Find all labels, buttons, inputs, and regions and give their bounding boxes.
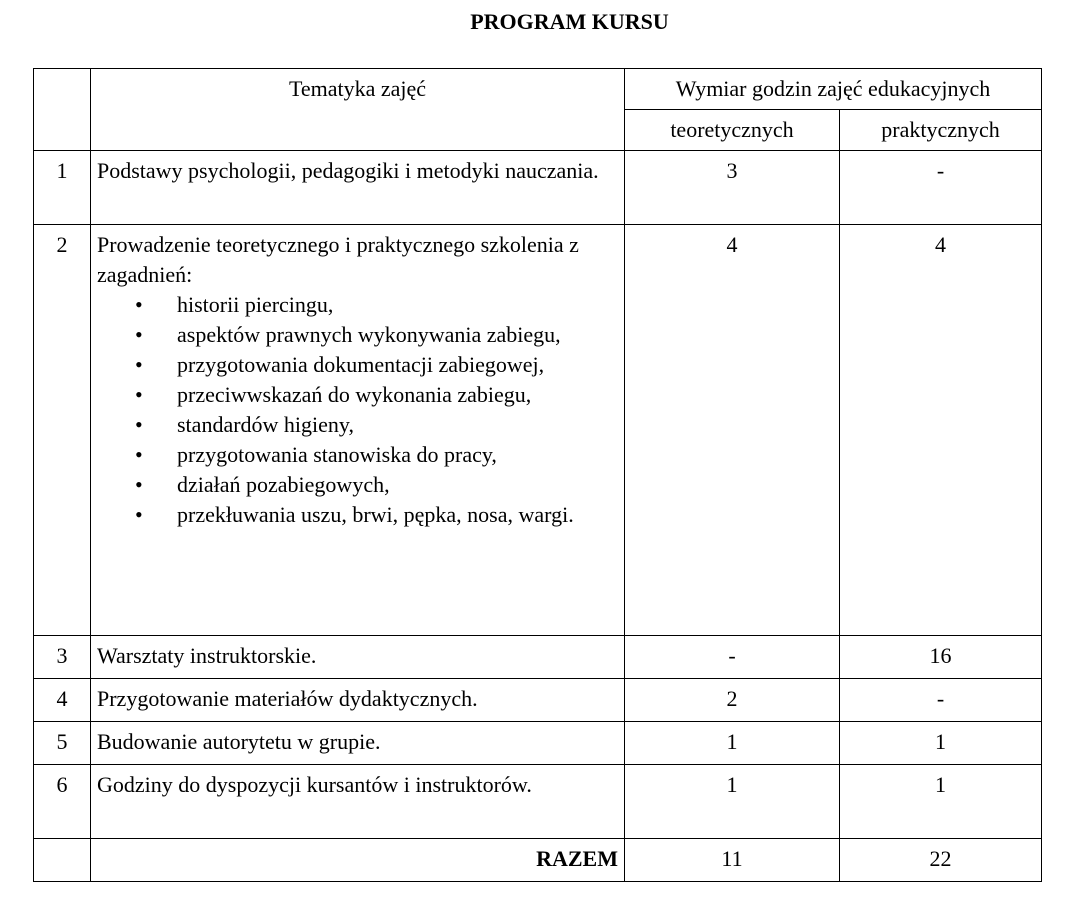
table-row [34, 765, 1042, 839]
row-number: 4 [34, 679, 91, 722]
bullet-icon: • [135, 322, 143, 347]
row-number: 2 [34, 225, 91, 636]
row-topic: Godziny do dyspozycji kursantów i instruktorów. [91, 765, 625, 839]
row-topic: Podstawy psychologii, pedagogiki i metodyki nauczania. [91, 151, 625, 225]
topic-bullet-list [97, 290, 618, 530]
header-practice: praktycznych [840, 110, 1042, 151]
page-title: PROGRAM KURSU [470, 9, 669, 34]
row-topic: Przygotowanie materiałów dydaktycznych. [91, 679, 625, 722]
row-theory: 2 [625, 679, 840, 722]
row-number: 6 [34, 765, 91, 839]
bullet-icon: • [135, 472, 143, 497]
total-label: RAZEM [91, 839, 625, 882]
table-row [34, 225, 1042, 636]
row-theory: 1 [625, 722, 840, 765]
header-number-cell [34, 69, 91, 151]
list-item: • aspektów prawnych wykonywania zabiegu, [97, 320, 618, 350]
row-topic-cell [91, 225, 625, 636]
table-header-row [34, 69, 1042, 110]
table-row [34, 679, 1042, 722]
bullet-icon: • [135, 502, 143, 527]
row-theory: 4 [625, 225, 840, 636]
table-row [34, 722, 1042, 765]
row-theory: 3 [625, 151, 840, 225]
table-row [34, 636, 1042, 679]
bullet-icon: • [135, 442, 143, 467]
list-item: • przekłuwania uszu, brwi, pępka, nosa, wargi. [97, 500, 618, 530]
list-item: • działań pozabiegowych, [97, 470, 618, 500]
row-topic: Prowadzenie teoretycznego i praktycznego szkolenia z zagadnień: [97, 232, 579, 287]
list-item: • standardów higieny, [97, 410, 618, 440]
total-practice: 22 [840, 839, 1042, 882]
header-hours: Wymiar godzin zajęć edukacyjnych [625, 69, 1042, 110]
total-row [34, 839, 1042, 882]
row-practice: - [840, 679, 1042, 722]
row-practice: 16 [840, 636, 1042, 679]
row-number: 3 [34, 636, 91, 679]
row-number: 1 [34, 151, 91, 225]
header-theory: teoretycznych [625, 110, 840, 151]
bullet-icon: • [135, 412, 143, 437]
total-theory: 11 [625, 839, 840, 882]
row-theory: 1 [625, 765, 840, 839]
row-topic: Budowanie autorytetu w grupie. [91, 722, 625, 765]
list-item: • przygotowania stanowiska do pracy, [97, 440, 618, 470]
bullet-icon: • [135, 352, 143, 377]
row-practice: 1 [840, 765, 1042, 839]
table-row [34, 151, 1042, 225]
course-program-table [33, 68, 1042, 882]
row-theory: - [625, 636, 840, 679]
bullet-icon: • [135, 382, 143, 407]
row-topic: Warsztaty instruktorskie. [91, 636, 625, 679]
row-practice: 1 [840, 722, 1042, 765]
total-number-cell [34, 839, 91, 882]
list-item: • przygotowania dokumentacji zabiegowej, [97, 350, 618, 380]
bullet-icon: • [135, 292, 143, 317]
row-practice: - [840, 151, 1042, 225]
list-item: • przeciwwskazań do wykonania zabiegu, [97, 380, 618, 410]
header-topic: Tematyka zajęć [91, 69, 625, 151]
list-item: • historii piercingu, [97, 290, 618, 320]
row-number: 5 [34, 722, 91, 765]
row-practice: 4 [840, 225, 1042, 636]
